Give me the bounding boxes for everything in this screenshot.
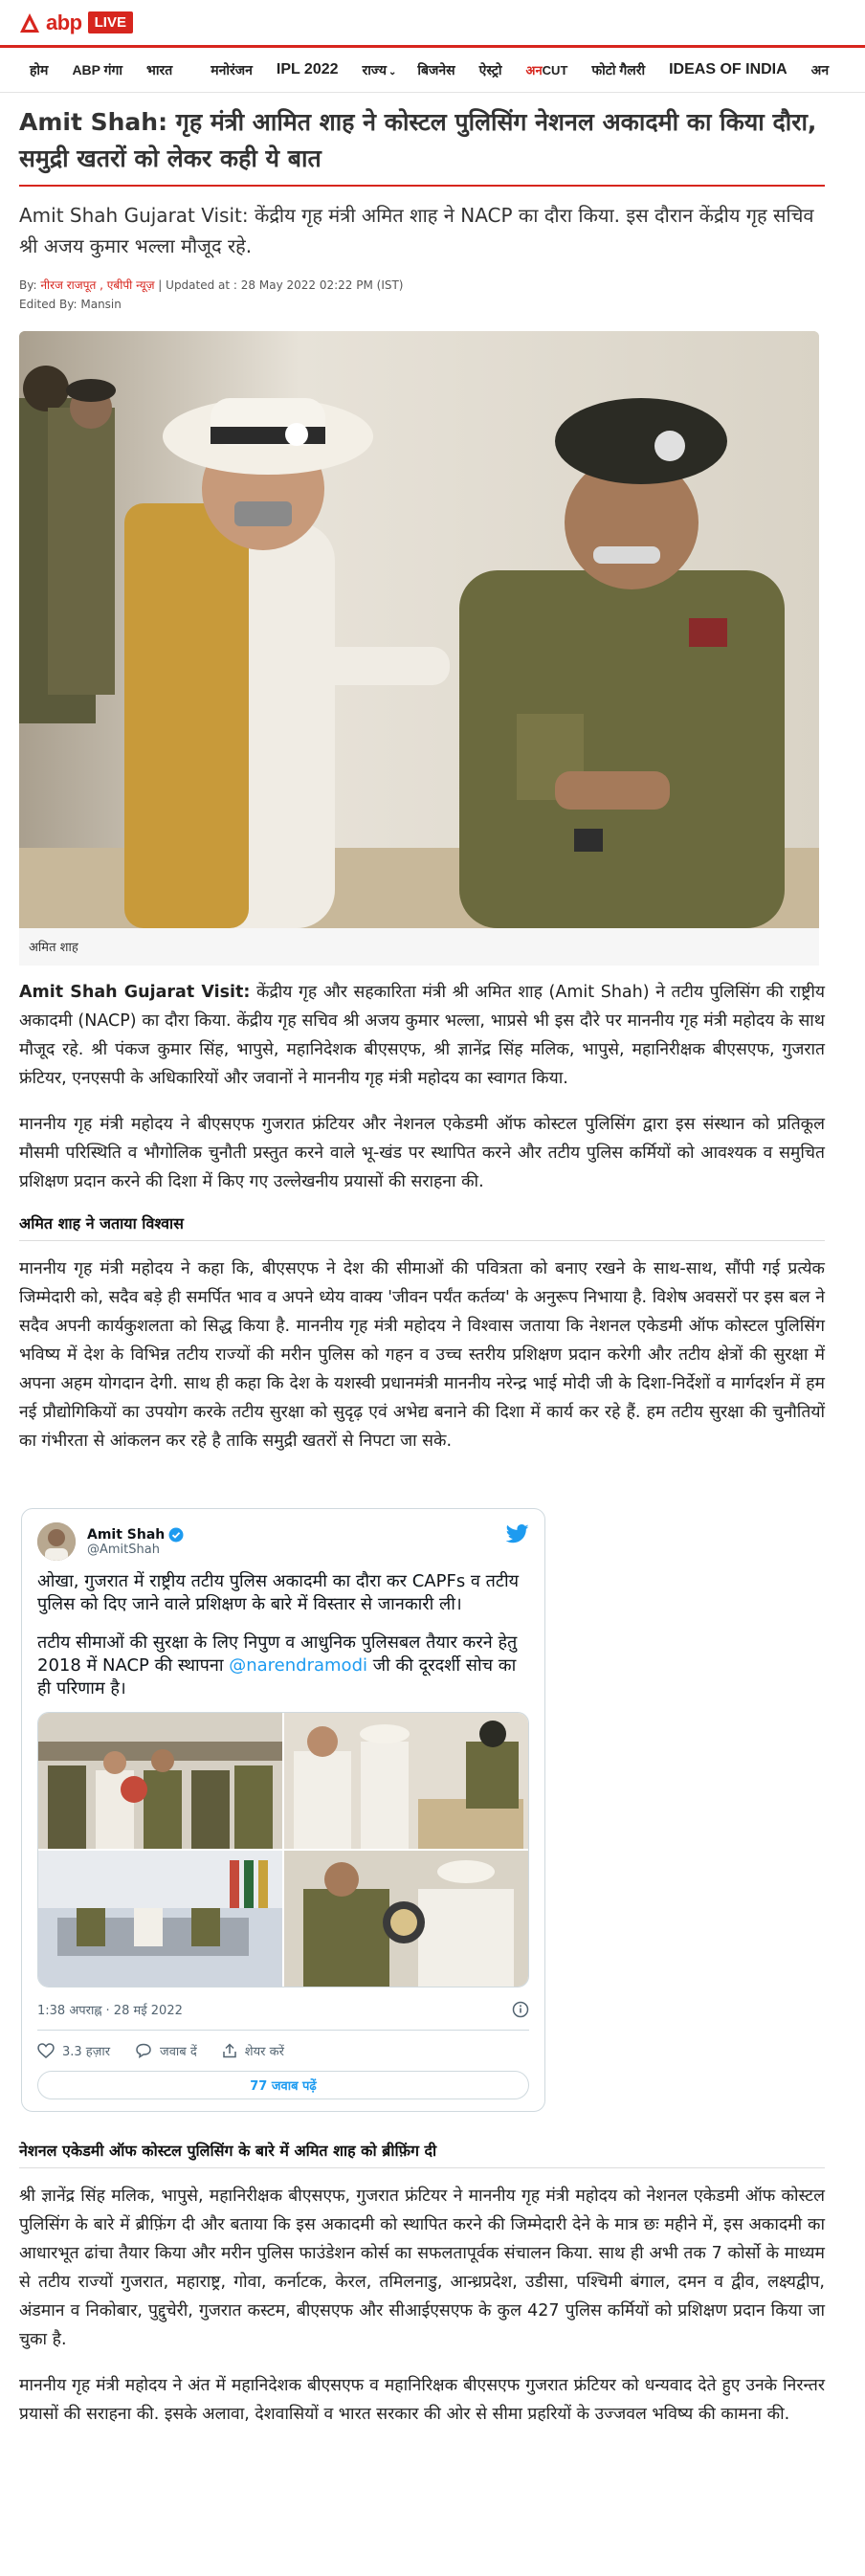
- nav-item-home[interactable]: होम: [30, 61, 49, 78]
- reply-icon: [135, 2043, 152, 2058]
- heart-icon: [37, 2043, 55, 2058]
- tweet-photo[interactable]: [38, 1851, 282, 1987]
- abp-live-logo[interactable]: [19, 11, 133, 35]
- tweet-text: ओखा, गुजरात में राष्ट्रीय तटीय पुलिस अकादमी का दौरा कर CAPFs व तटीय पुलिस को दिए जाने वाले प्रशिक्षण के बारे में विस्तार से जानकारी ली।: [37, 1571, 520, 1614]
- share-icon: [222, 2043, 237, 2058]
- logo-text: abp: [46, 10, 82, 34]
- article-paragraph: माननीय गृह मंत्री महोदय ने कहा कि, बीएसएफ ने देश की सीमाओं की पवित्रता को बनाए रखने के साथ-साथ, सौंपी गई प्रत्येक जिम्मेदारी को, सदैव बड़े ही समर्पित भाव व अपने ध्येय वाक्य 'जीवन पर्यंत कर्तव्य' के अनुरूप निभाया है. विशेष अवसरों पर इस बल ने सदैव अपनी कार्यकुशलता को सिद्ध किया है. माननीय गृह मंत्री महोदय ने विश्वास जताया कि नेशनल एकेडमी ऑफ कोस्टल पुलिसिंग भविष्य में देश के विभिन्न तटीय राज्यों की मरीन पुलिस को गहन व उच्च स्तरीय प्रशिक्षण प्रदान करेगी और तटीय क्षेत्रों की सुरक्षा में अपना अहम योगदान देगी. साथ ही कहा कि देश के यशस्वी प्रधानमंत्री माननीय नरेन्द्र भाई मोदी जी के दिशा-निर्देशों व मार्गदर्शन में हम नई प्रौद्योगिकियों का उपयोग करके तटीय सुरक्षा को सुदृढ़ एवं अभेद्य बनाने की दिशा में कार्य कर रहे हैं. हम तटीय सुरक्षा की चुनौतियों का गंभीरता से आंकलन कर रहे है ताकि समुद्री खतरों से निपटा जा सके.: [19, 1259, 825, 1451]
- byline-by-label: By:: [19, 278, 41, 292]
- byline: [19, 276, 837, 314]
- tweet-author-handle[interactable]: @AmitShah: [87, 1542, 160, 1557]
- avatar[interactable]: [37, 1522, 76, 1561]
- like-count: 3.3 हज़ार: [62, 2045, 111, 2059]
- headline-divider: [19, 185, 825, 187]
- verified-badge-icon: [168, 1527, 184, 1543]
- article-paragraph: श्री ज्ञानेंद्र सिंह मलिक, भापुसे, महानिरीक्षक बीएसएफ, गुजरात फ्रंटियर ने माननीय गृह मंत्री महोदय को नेशनल एकेडमी ऑफ कोस्टल पुलिसिंग के बारे में ब्रीफ़िंग दी और बताया कि इस अकादमी को स्थापित करने की जिम्मेदारी देने के मात्र छः महीने में, इस अकादमी का आधारभूत ढांचा तैयार किया और मरीन पुलिस फाउंडेशन कोर्स का सफलतापूर्वक संचालन किया. साथ ही अभी तक 7 कोर्सो के माध्यम से तटीय राज्यों गुजरात, महाराष्ट्र, गोवा, कर्नाटक, केरल, तमिलनाडु, आन्ध्रप्रदेश, उडीसा, पश्चिमी बंगाल, दमन व द्वीव, लक्ष्यद्वीप, अंडमान व निकोबार, पुद्दुचेरी, गुजरात कस्टम, बीएसएफ और सीआईएसएफ के कुल 427 पुलिस कर्मियों को प्रशिक्षण प्रदान किया जा चुका है.: [19, 2187, 825, 2349]
- read-replies-button[interactable]: 77 जवाब पढ़ें: [37, 2071, 529, 2099]
- nav-item-business[interactable]: बिजनेस: [417, 61, 455, 78]
- tweet-embed[interactable]: [21, 1508, 545, 2112]
- image-caption: अमित शाह: [19, 928, 819, 966]
- tweet-text-2: [37, 1632, 529, 1700]
- byline-authors[interactable]: नीरज राजपूत , एबीपी न्यूज़: [40, 278, 155, 292]
- paragraph-lead: Amit Shah Gujarat Visit:: [19, 983, 251, 1002]
- tweet-mention-link[interactable]: @narendramodi: [229, 1655, 367, 1676]
- tweet-timestamp[interactable]: 1:38 अपराह्न · 28 मई 2022: [37, 2004, 183, 2018]
- nav-item-manoranjan[interactable]: मनोरंजन: [211, 61, 253, 78]
- share-button[interactable]: [222, 2042, 284, 2059]
- abp-logo-icon: [19, 12, 40, 33]
- ancut-label-b: CUT: [542, 63, 568, 78]
- like-button[interactable]: [37, 2042, 110, 2059]
- nav-item-abp-ganga[interactable]: ABP गंगा: [72, 61, 123, 78]
- live-badge: LIVE: [88, 11, 133, 33]
- chevron-down-icon: ⌄: [388, 66, 397, 78]
- article-subhead: Amit Shah Gujarat Visit: केंद्रीय गृह मंत्री अमित शाह ने NACP का दौरा किया. इस दौरान केंद्रीय गृह सचिव श्री अजय कुमार भल्ला मौजूद रहे.: [19, 204, 814, 257]
- top-bar: [0, 0, 865, 45]
- paragraph-text: केंद्रीय गृह और सहकारिता मंत्री श्री अमित शाह (Amit Shah) ने तटीय पुलिसिंग की राष्ट्रीय अकादमी (NACP) का दौरा किया. केंद्रीय गृह सचिव श्री अजय कुमार भल्ला, भाप्रसे भी इस दौरे पर माननीय गृह मंत्री महोदय के साथ मौजूद रहे. श्री पंकज कुमार सिंह, भापुसे, महानिदेशक बीएसएफ, श्री ज्ञानेंद्र सिंह मलिक, भापुसे, महानिरीक्षक बीएसएफ, गुजरात फ्रंटियर, एनएसपी के अधिकारियों और जवानों ने माननीय गृह मंत्री महोदय का स्वागत किया.: [19, 983, 825, 1088]
- main-nav: [0, 45, 865, 93]
- hero-image-illustration: [19, 331, 819, 928]
- byline-edited-by: Edited By: Mansin: [19, 298, 122, 311]
- info-icon[interactable]: [512, 2001, 529, 2018]
- tweet-photo[interactable]: [284, 1851, 528, 1987]
- share-label: शेयर करें: [244, 2045, 284, 2059]
- article: [0, 104, 837, 2429]
- section-divider: [19, 2167, 825, 2168]
- nav-item-ideas-of-india[interactable]: IDEAS OF INDIA: [669, 61, 787, 78]
- byline-updated: | Updated at : 28 May 2022 02:22 PM (IST): [154, 278, 404, 292]
- section-divider: [19, 1240, 825, 1241]
- hero-image: [19, 331, 819, 928]
- tweet-header: [37, 1522, 529, 1561]
- tweet-meta: [37, 2001, 529, 2018]
- nav-item-photo-gallery[interactable]: फोटो गैलरी: [591, 61, 646, 78]
- ancut-label-a: अन: [525, 63, 543, 78]
- tweet-author: [87, 1527, 184, 1557]
- tweet-photo[interactable]: [284, 1713, 528, 1849]
- tweet-photo-grid: [37, 1712, 529, 1988]
- article-paragraph: माननीय गृह मंत्री महोदय ने अंत में महानिदेशक बीएसएफ व महानिरिक्षक बीएसएफ गुजरात फ्रंटियर को धन्यवाद देते हुए उनके निरन्तर प्रयासों की सराहना की. इसके अलावा, देशवासियों व भारत सरकार की ओर से सीमा प्रहरियों के उज्जवल भविष्य की कामना की.: [19, 2376, 825, 2424]
- article-paragraph: माननीय गृह मंत्री महोदय ने बीएसएफ गुजरात फ्रंटियर और नेशनल एकेडमी ऑफ कोस्टल पुलिसिंग द्वारा इस संस्थान को प्रतिकूल मौसमी परिस्थिति व भौगोलिक चुनौती प्रस्तुत करने वाले भू-खंड पर स्थापित करने और तटीय पुलिस कर्मियों को आवश्यक व समुचित प्रशिक्षण प्रदान करने की दिशा में किए गए उल्लेखनीय प्रयासों की सराहना की.: [19, 1115, 825, 1191]
- article-paragraph: [19, 978, 825, 1093]
- tweet-text-2a: तटीय सीमाओं की सुरक्षा के लिए निपुण व आधुनिक पुलिसबल तैयार करने हेतु 2018 में NACP की स्थापना: [37, 1632, 518, 1676]
- nav-item-ancut[interactable]: [526, 61, 568, 78]
- section-title: नेशनल एकेडमी ऑफ कोस्टल पुलिसिंग के बारे में अमित शाह को ब्रीफ़िंग दी: [19, 2142, 437, 2160]
- tweet-divider: [37, 2030, 529, 2031]
- nav-item-rajya[interactable]: [363, 61, 397, 79]
- reply-label: जवाब दें: [160, 2045, 197, 2059]
- nav-item-ipl[interactable]: IPL 2022: [276, 61, 339, 78]
- nav-item-bharat[interactable]: भारत: [146, 61, 173, 78]
- twitter-bird-icon[interactable]: [506, 1524, 529, 1543]
- article-headline: Amit Shah: गृह मंत्री आमित शाह ने कोस्टल पुलिसिंग नेशनल अकादमी का किया दौरा, समुद्री खतरों को लेकर कही ये बात: [19, 108, 817, 172]
- section-title: अमित शाह ने जताया विश्वास: [19, 1214, 184, 1232]
- nav-item-rajya-label: राज्य: [362, 61, 387, 78]
- tweet-author-name-row: [87, 1527, 184, 1543]
- nav-item-astro[interactable]: ऐस्ट्रो: [478, 61, 502, 78]
- nav-item-an[interactable]: अन: [810, 61, 830, 78]
- tweet-actions: [37, 2042, 529, 2059]
- tweet-photo[interactable]: [38, 1713, 282, 1849]
- reply-button[interactable]: [135, 2042, 197, 2059]
- tweet-text-2b: जी की दूरदर्शी सोच का ही परिणाम है।: [37, 1655, 517, 1699]
- tweet-author-name[interactable]: Amit Shah: [87, 1526, 166, 1543]
